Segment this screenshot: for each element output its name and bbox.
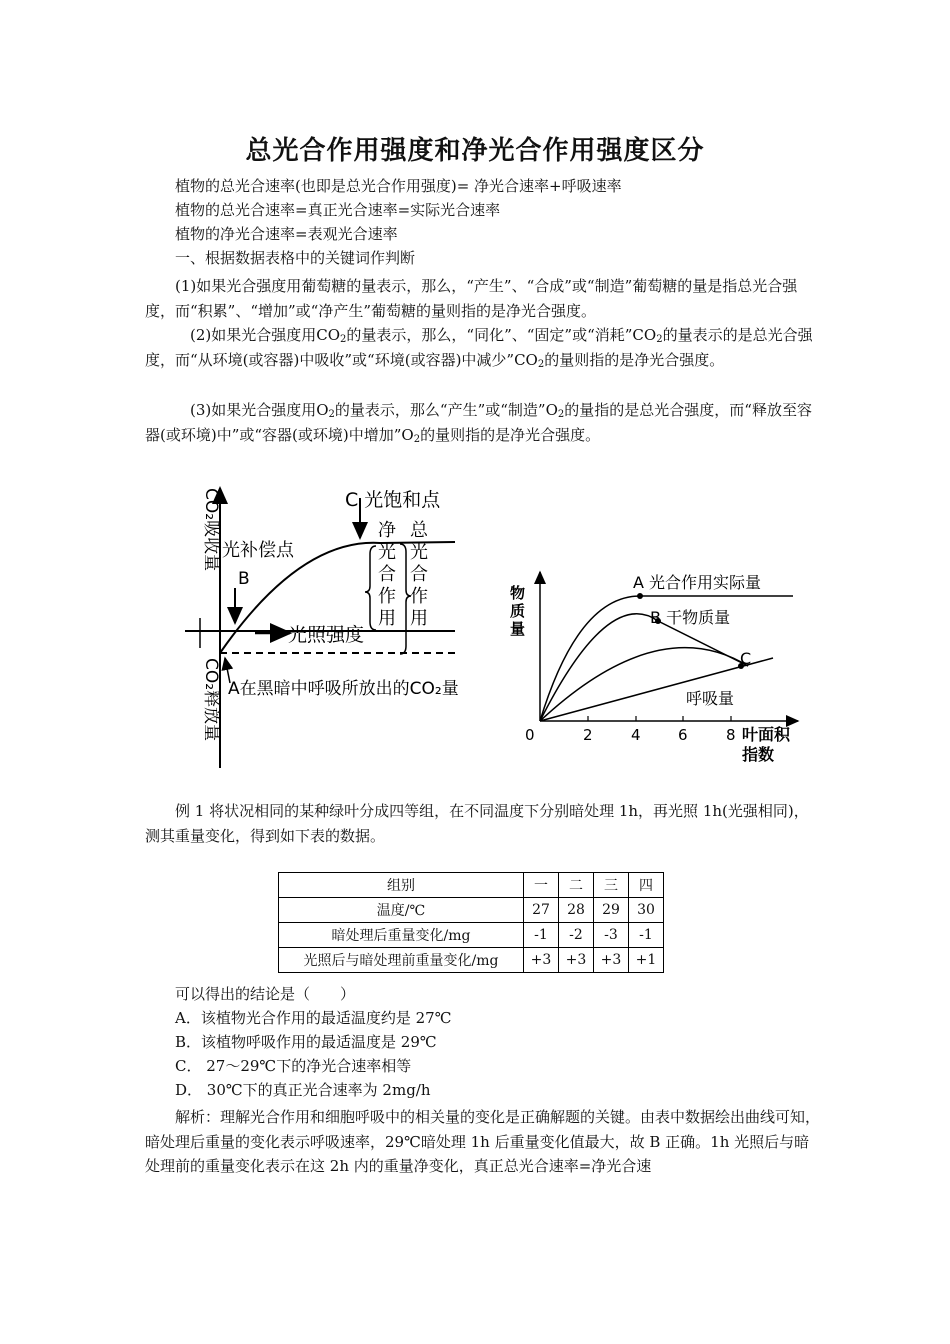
respiration-label: 呼吸量 xyxy=(686,689,735,708)
x-axis-label: 光照强度 xyxy=(288,624,365,646)
option-b: B．该植物呼吸作用的最适温度是 29℃ xyxy=(175,1033,437,1051)
curve-a-label: A 光合作用实际量 xyxy=(633,573,762,592)
intro-line-1: 植物的总光合速率(也即是总光合作用强度)= 净光合速率+呼吸速率 xyxy=(175,177,622,195)
page-title: 总光合作用强度和净光合作用强度区分 xyxy=(245,136,705,166)
gross-char-4: 作 xyxy=(410,586,428,607)
y-label-3: 量 xyxy=(510,620,526,638)
curve-c-label: C xyxy=(740,649,752,668)
curve-b-inner xyxy=(540,648,748,721)
analysis-text: 解析：理解光合作用和细胞呼吸中的相关量的变化是正确解题的关键。由表中数据绘出曲线可知，暗处理后重量的变化表示呼吸速率，29℃暗处理 1h 后重量变化值最大，故 B 正确。1h 光照后与暗处理前的重量变化表示在这 2h 内的重量净变化，真正总光合速率=净光合速 xyxy=(145,1108,821,1175)
gross-char-1: 总 xyxy=(410,520,428,541)
gross-char-5: 用 xyxy=(410,608,428,629)
paragraph-1: (1)如果光合强度用葡萄糖的量表示，那么，“产生”、“合成”或“制造”葡萄糖的量是指总光合强度，而“积累”、“增加”或“净产生”葡萄糖的量则指的是净光合强度。 xyxy=(145,277,798,320)
net-brace xyxy=(365,546,376,630)
figure-leaf-area-curve xyxy=(508,566,808,766)
option-d: D． 30℃下的真正光合速率为 2mg/h xyxy=(175,1081,431,1099)
point-a-label: A在黑暗中呼吸所放出的CO₂量 xyxy=(228,679,459,699)
table-row: 组别 一 二 三 四 xyxy=(279,873,664,898)
compensation-label: 光补偿点 xyxy=(222,540,294,561)
tick-6: 6 xyxy=(678,726,688,744)
y-label-down: CO₂释放量 xyxy=(201,658,221,742)
paragraph-2: (2)如果光合强度用$CO_2$的量表示，那么，“同化”、“固定”或“消耗$”CO_2$的量表示的是总光合强度，而“从环境(或容器)中吸收”或“环境(或容器)中减少$”CO_2$的量则指的是净光合强度。 xyxy=(145,326,813,370)
paragraph-3: (3)如果光合强度用$O_2$的量表示，那么“产生”或“制造$”O_2$的量指的是总光合强度，而“释放至容器(或环境)中”或“容器(或环境)中增加$”O_2$的量则指的是净光合强度。 xyxy=(145,401,812,445)
curve-b-label: B 干物质量 xyxy=(650,608,731,627)
net-char-5: 用 xyxy=(378,608,396,629)
respiration-line xyxy=(540,658,773,721)
net-char-4: 作 xyxy=(378,586,396,607)
example-text: 例 1 将状况相同的某种绿叶分成四等组，在不同温度下分别暗处理 1h，再光照 1h(光强相同)，测其重量变化，得到如下表的数据。 xyxy=(145,802,809,845)
tick-2: 2 xyxy=(583,726,593,744)
x-label-1: 叶面积 xyxy=(742,725,791,744)
section-heading: 一、根据数据表格中的关键词作判断 xyxy=(175,249,416,267)
figure-co2-light-curve xyxy=(180,478,510,773)
net-char-2: 光 xyxy=(378,542,396,563)
tick-0: 0 xyxy=(525,726,535,744)
net-char-1: 净 xyxy=(378,520,396,541)
option-a: A．该植物光合作用的最适温度约是 27℃ xyxy=(175,1009,452,1027)
gross-char-2: 光 xyxy=(410,542,428,563)
y-label-up: CO₂吸收量 xyxy=(201,488,221,572)
table-row: 光照后与暗处理前重量变化/mg +3 +3 +3 +1 xyxy=(279,948,664,973)
gross-char-3: 合 xyxy=(410,564,428,585)
y-label-2: 质 xyxy=(510,602,526,620)
y-label-1: 物 xyxy=(510,584,526,602)
question-text: 可以得出的结论是（ ） xyxy=(175,985,356,1003)
table-row: 暗处理后重量变化/mg -1 -2 -3 -1 xyxy=(279,923,664,948)
point-a xyxy=(637,593,643,599)
table-row: 温度/℃ 27 28 29 30 xyxy=(279,898,664,923)
option-c: C． 27～29℃下的净光合速率相等 xyxy=(175,1057,412,1075)
net-char-3: 合 xyxy=(378,564,396,585)
data-table xyxy=(278,872,664,973)
intro-line-3: 植物的净光合速率=表观光合速率 xyxy=(175,225,398,243)
x-label-2: 指数 xyxy=(742,745,775,764)
point-b-label: B xyxy=(238,569,250,589)
tick-4: 4 xyxy=(631,726,641,744)
point-c-label: C 光饱和点 xyxy=(345,489,441,511)
intro-line-2: 植物的总光合速率=真正光合速率=实际光合速率 xyxy=(175,201,501,219)
tick-8: 8 xyxy=(726,726,736,744)
